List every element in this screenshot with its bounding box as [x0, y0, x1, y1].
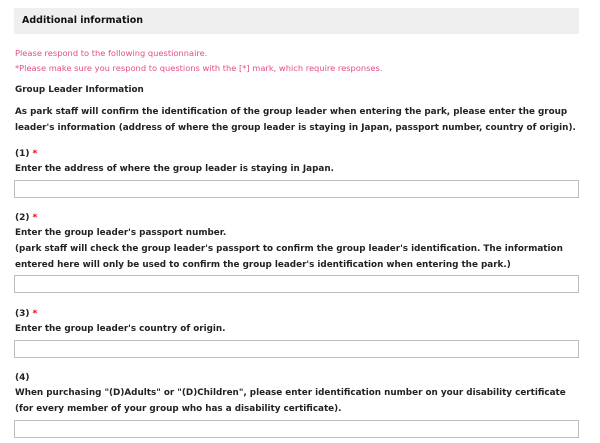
section-header: [14, 8, 579, 34]
group-leader-heading: Group Leader Information: [15, 85, 144, 95]
question-2-text: [15, 225, 583, 273]
question-4-text: When purchasing "(D)Adults" or "(D)Children", please enter identification number on your disability certificate (for every member of your group who has a disability certificate).: [15, 388, 566, 414]
question-3-text: Enter the group leader's country of origin.: [15, 324, 226, 334]
disability-certificate-input[interactable]: [14, 420, 579, 438]
question-4-label: (4): [15, 373, 30, 383]
required-mark-notice: *Please make sure you respond to questions with the [*] mark, which require responses.: [15, 63, 383, 73]
question-2-main-text: Enter the group leader's passport number. (park staff will check the group leader's passport to confirm the group leader's identification. The information entered here will only be used to confirm the group leader's identification when entering the park.): [15, 228, 563, 270]
question-3-label: (3): [15, 309, 30, 319]
question-1-text: Enter the address of where the group leader is staying in Japan.: [15, 164, 334, 174]
questionnaire-notice: Please respond to the following questionnaire.: [15, 48, 208, 58]
country-of-origin-input[interactable]: [14, 340, 579, 358]
question-1-label: (1): [15, 149, 30, 159]
section-title: Additional information: [22, 15, 144, 26]
question-2-required-mark: *: [32, 213, 38, 223]
question-2-label: (2): [15, 213, 30, 223]
question-1-number: [15, 148, 37, 160]
question-2-number: [15, 212, 37, 224]
question-3-number: [15, 308, 37, 320]
group-leader-intro: As park staff will confirm the identification of the group leader when entering the park, please enter the group leader's information (address of where the group leader is staying in Japan, passport number, country of origin).: [15, 107, 576, 133]
question-1-required-mark: *: [32, 149, 38, 159]
address-in-japan-input[interactable]: [14, 180, 579, 198]
question-4-number: [15, 372, 30, 384]
passport-number-input[interactable]: [14, 275, 579, 293]
question-3-required-mark: *: [32, 309, 38, 319]
